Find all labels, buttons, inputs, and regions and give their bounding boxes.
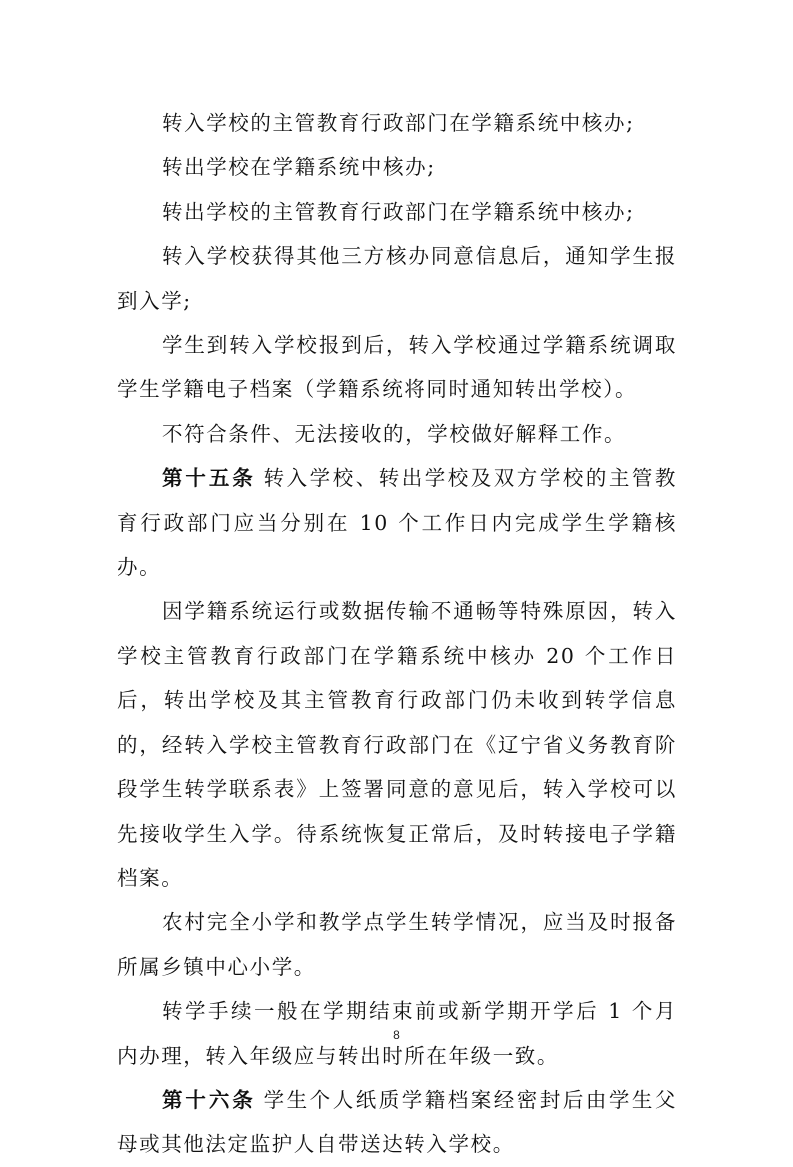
page-number: 8 xyxy=(393,1028,400,1042)
paragraph-text: 转学手续一般在学期结束前或新学期开学后 1 个月内办理，转入年级应与转出时所在年级一致。 xyxy=(117,999,677,1068)
paragraph xyxy=(117,323,677,412)
article-heading: 第十六条 xyxy=(162,1087,256,1112)
article-15 xyxy=(117,456,677,589)
paragraph-text: 转出学校在学籍系统中核办; xyxy=(162,155,436,180)
paragraph-text: 不符合条件、无法接收的，学校做好解释工作。 xyxy=(162,421,627,446)
article-heading: 第十五条 xyxy=(162,466,256,491)
paragraph-text: 转入学校、转出学校及双方学校的主管教育行政部门应当分别在 10 个工作日内完成学生学籍核办。 xyxy=(117,466,677,580)
paragraph-text: 转出学校的主管教育行政部门在学籍系统中核办; xyxy=(162,199,635,224)
paragraph xyxy=(117,145,677,189)
paragraph-text: 转入学校获得其他三方核办同意信息后，通知学生报到入学; xyxy=(117,244,677,313)
paragraph xyxy=(117,589,677,900)
paragraph-text: 学生个人纸质学籍档案经密封后由学生父母或其他法定监护人自带送达转入学校。 xyxy=(117,1087,677,1157)
paragraph-text: 学生到转入学校报到后，转入学校通过学籍系统调取学生学籍电子档案（学籍系统将同时通知转出学校）。 xyxy=(117,333,677,402)
document-body xyxy=(117,101,677,1167)
paragraph xyxy=(117,900,677,989)
paragraph xyxy=(117,412,677,456)
paragraph-text: 转入学校的主管教育行政部门在学籍系统中核办; xyxy=(162,111,635,135)
paragraph-text: 农村完全小学和教学点学生转学情况，应当及时报备所属乡镇中心小学。 xyxy=(117,910,677,979)
article-16 xyxy=(117,1078,677,1167)
paragraph xyxy=(117,101,677,145)
paragraph xyxy=(117,234,677,323)
paragraph xyxy=(117,190,677,234)
paragraph-text: 因学籍系统运行或数据传输不通畅等特殊原因，转入学校主管教育行政部门在学籍系统中核办 20 个工作日后，转出学校及其主管教育行政部门仍未收到转学信息的，经转入学校主管教育行政部门在《辽宁省义务教育阶段学生转学联系表》上签署同意的意见后，转入学校可以先接收学生入学。待系统恢复正常后，及时转接电子学籍档案。 xyxy=(117,599,677,890)
